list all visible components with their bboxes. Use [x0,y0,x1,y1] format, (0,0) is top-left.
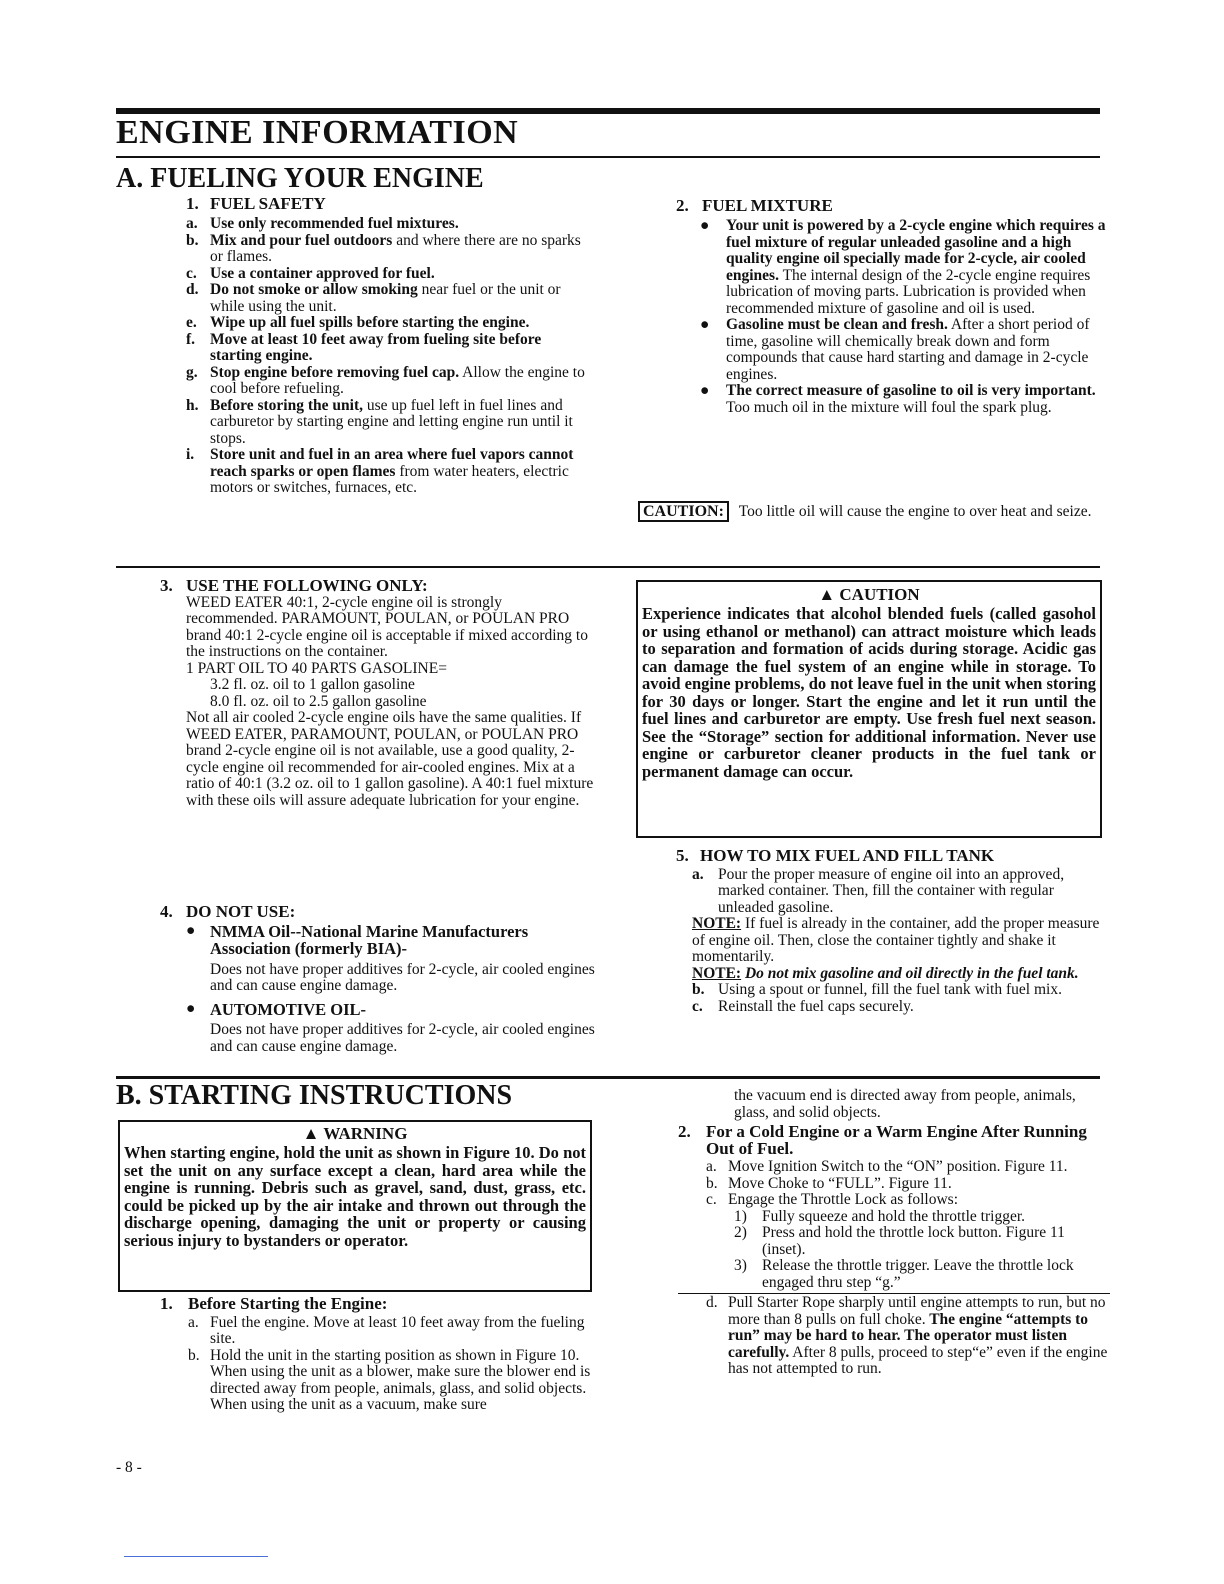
header-bottom-rule [116,156,1100,158]
before-step-b: Hold the unit in the starting position as shown in Figure 10. When using the unit as a blower, make sure the blower end is directed away from people, animals, glass, and solid objects. When using the unit as a vacuum, make sure [210,1346,591,1413]
warning-box-text: When starting engine, hold the unit as shown in Figure 10. Do not set the unit on any surface except a clean, hard area while the engine is running. Debris such as gravel, sand, dust, grass, etc. could be picked up by the air intake and thrown out through the discharge opening, damaging the unit or property or causing serious injury to bystanders or operator. [124,1143,586,1250]
do-not-use-block [160,904,596,1055]
bullet-icon: ● [186,999,196,1017]
how-to-mix-step-a: Pour the proper measure of engine oil into an approved, marked container. Then, fill the container with regular unleaded gasoline. [718,865,1065,916]
cold-step-a: Move Ignition Switch to the “ON” position. Figure 11. [728,1158,1068,1175]
cold-step-b: Move Choke to “FULL”. Figure 11. [728,1174,952,1192]
before-starting-block: 1. Before Starting the Engine: a. Fuel the engine. Move at least 10 feet away from the fueling site. b. Hold the unit in the starting position as shown in Figure 10. When using the unit as a blower, make sure the blower end is directed away from people, animals, glass, and solid objects. When using the unit as a vacuum, make sure [160,1296,600,1414]
ratio-line: 1 PART OIL TO 40 PARTS GASOLINE= [186,659,447,677]
fuel-mixture-list [700,218,1106,416]
auto-oil-text: Does not have proper additives for 2-cycle, air cooled engines and can cause engine damage. [210,1021,595,1055]
bullet-icon: ● [700,217,710,234]
bullet-icon: ● [186,921,196,939]
fuel-safety-item: d. Do not smoke or allow smoking near fuel or the unit or while using the unit. [186,281,561,315]
use-following-para1: WEED EATER 40:1, 2-cycle engine oil is strongly recommended. PARAMOUNT, POULAN, or POULAN PRO brand 40:1 2-cycle engine oil is acceptable if mixed according to the instructions on the container. [186,593,588,660]
fuel-safety-list [186,216,596,497]
how-to-mix-heading: 5. HOW TO MIX FUEL AND FILL TANK [676,846,995,865]
caution-note: CAUTION: Too little oil will cause the engine to over heat and seize. [638,504,1108,521]
starting-warning-box [118,1120,592,1292]
fuel-safety-block [186,194,596,497]
fuel-safety-item: i. Store unit and fuel in an area where fuel vapors cannot reach sparks or open flames from water heaters, electric motors or switches, furnaces, etc. [186,446,574,496]
mix-note-1: NOTE: If fuel is already in the container, add the proper measure of engine oil. Then, close the container tightly and shake it momentarily. [692,915,1100,965]
page-number: - 8 - [116,1459,142,1476]
mix-note-2: NOTE: Do not mix gasoline and oil directly in the fuel tank. [692,964,1079,982]
do-not-use-heading: 4. DO NOT USE: [160,902,296,921]
auto-oil-title: AUTOMOTIVE OIL- [210,999,367,1019]
how-to-mix-step-b: Using a spout or funnel, fill the fuel tank with fuel mix. [718,981,1062,998]
how-to-mix-step-c: Reinstall the fuel caps securely. [718,997,914,1015]
section-b-heading: B. STARTING INSTRUCTIONS [116,1080,513,1111]
use-following-heading: 3. USE THE FOLLOWING ONLY: [160,576,428,595]
caution-box-text: Experience indicates that alcohol blended fuels (called gasohol or using ethanol or methanol) can attract moisture which leads to separation and formation of acids during storage. Acidic gas can damage the fuel system of an engine while in storage. To avoid engine problems, do not leave fuel in the unit when storing for 30 days or longer. Start the engine and let it run until the fuel lines and carburetor are empty. Use fresh fuel next season. See the “Storage” section for additional information. Never use engine or carburetor cleaner products in the fuel tank or permanent damage can occur. [642,604,1096,781]
bullet-icon: ● [700,382,710,399]
page-title: ENGINE INFORMATION [116,114,519,151]
section-a-heading: A. FUELING YOUR ENGINE [116,163,484,194]
fuel-mixture-heading: 2. FUEL MIXTURE [676,196,833,215]
ratio-line-2: 8.0 fl. oz. oil to 2.5 gallon gasoline [210,692,427,710]
cold-step-d: Pull Starter Rope sharply until engine attempts to run, but no more than 8 pulls on full choke. The engine “attempts to run” may be hard to hear. The operator must listen carefully. After 8 pulls, proceed to step“e” even if the engine has not attempted to run. [728,1294,1108,1377]
fuel-safety-item: h. Before storing the unit, use up fuel left in fuel lines and carburetor by starting engine and letting engine run until it stops. [186,396,573,447]
cold-engine-heading: 2. For a Cold Engine or a Warm Engine After Running Out of Fuel. [678,1122,1087,1158]
how-to-mix-block: 5. HOW TO MIX FUEL AND FILL TANK a. Pour the proper measure of engine oil into an approved, marked container. Then, fill the container with regular unleaded gasoline. NOTE: If fuel is already in the container, add the proper measure of engine oil. Then, close the container tightly and shake it momentarily. NOTE: Do not mix gasoline and oil directly in the fuel tank. b. Using a spout or funnel, fill the fuel tank with fuel mix. c. Reinstall the fuel caps securely. [676,848,1108,1015]
fuel-safety-item: f. Move at least 10 feet away from fueling site before starting engine. [186,330,542,364]
vacuum-continuation: the vacuum end is directed away from people, animals, glass, and solid objects. [734,1087,1076,1121]
fuel-safety-item: a. Use only recommended fuel mixtures. [186,215,459,232]
before-starting-heading: 1. Before Starting the Engine: [160,1294,388,1313]
before-step-a: Fuel the engine. Move at least 10 feet away from the fueling site. [210,1313,585,1347]
warning-box-title: ▲ WARNING [302,1124,408,1143]
caution-tag: CAUTION: [638,501,729,522]
use-following-para2: Not all air cooled 2-cycle engine oils have the same qualities. If WEED EATER, PARAMOUNT, POULAN, or POULAN PRO brand 2-cycle engine oil is not available, use a good quality, 2-cycle engine oil recommended for air-cooled engines. Mix at a ratio of 40:1 (3.2 oz. oil to 1 gallon gasoline). A 40:1 fuel mixture with these oils will assure adequate lubrication for your engine. [186,709,594,809]
fuel-safety-item: g. Stop engine before removing fuel cap. Allow the engine to cool before refueling. [186,363,585,397]
fuel-safety-item: c. Use a container approved for fuel. [186,264,435,282]
section-divider-2 [116,1076,1100,1079]
fuel-mixture-bullet: ● Your unit is powered by a 2-cycle engine which requires a fuel mixture of regular unleaded gasoline and a high quality engine oil specially made for 2-cycle, air cooled engines. The internal design of the 2-cycle engine requires lubrication of moving parts. Lubrication is provided when recommended mixture of gasoline and oil is used. [700,217,1106,317]
cold-step-c3: Release the throttle trigger. Leave the throttle lock engaged thru step “g.” [762,1257,1074,1291]
fuel-mixture-bullet: ● The correct measure of gasoline to oil is very important. Too much oil in the mixture will foul the spark plug. [700,382,1096,416]
cold-step-c1: Fully squeeze and hold the throttle trigger. [762,1207,1026,1225]
fuel-mixture-block [676,196,1106,416]
ratio-line-1: 3.2 fl. oz. oil to 1 gallon gasoline [210,676,415,693]
cold-step-c2: Press and hold the throttle lock button. Figure 11 (inset). [762,1224,1065,1258]
nmma-oil-title: NMMA Oil--National Marine Manufacturers Association (formerly BIA)- [210,921,529,958]
fuel-safety-item: e. Wipe up all fuel spills before starting the engine. [186,314,530,331]
alcohol-caution-box [636,580,1102,838]
footer-link-rule [124,1556,268,1557]
section-divider-1 [116,566,1100,568]
warning-triangle-icon: ▲ [818,585,836,604]
fuel-mixture-bullet: ● Gasoline must be clean and fresh. After a short period of time, gasoline will chemically break down and form compounds that cause hard starting and damage in 2-cycle engines. [700,316,1090,383]
fuel-safety-heading: 1. FUEL SAFETY [186,194,326,213]
cold-step-c: Engage the Throttle Lock as follows: [728,1191,959,1208]
use-following-block [160,578,596,809]
warning-triangle-icon: ▲ [302,1124,320,1143]
bullet-icon: ● [700,316,710,333]
fuel-safety-item: b. Mix and pour fuel outdoors and where there are no sparks or flames. [186,231,581,265]
caution-box-title: ▲ CAUTION [818,585,920,604]
nmma-oil-text: Does not have proper additives for 2-cycle, air cooled engines and can cause engine damage. [210,960,595,994]
cold-engine-block: 2. For a Cold Engine or a Warm Engine After Running Out of Fuel. a. Move Ignition Switch to the “ON” position. Figure 11. b. Move Choke to “FULL”. Figure 11. c. Engage the Throttle Lock as follows: 1) Fully squeeze and hold the throttle trigger. 2) Press and hold the throttle lock button. Figure 11 (inset). 3) Release the throttle trigger. Leave the throttle lock engaged thru step “g.” d. Pull Starter Rope sharply until engine attempts to run, but no more than 8 pulls on full choke. The engine “attempts to run” may be hard to hear. The operator must listen carefully. After 8 pulls, proceed to step“e” even if the engine has not attempted to run. [678,1124,1110,1378]
